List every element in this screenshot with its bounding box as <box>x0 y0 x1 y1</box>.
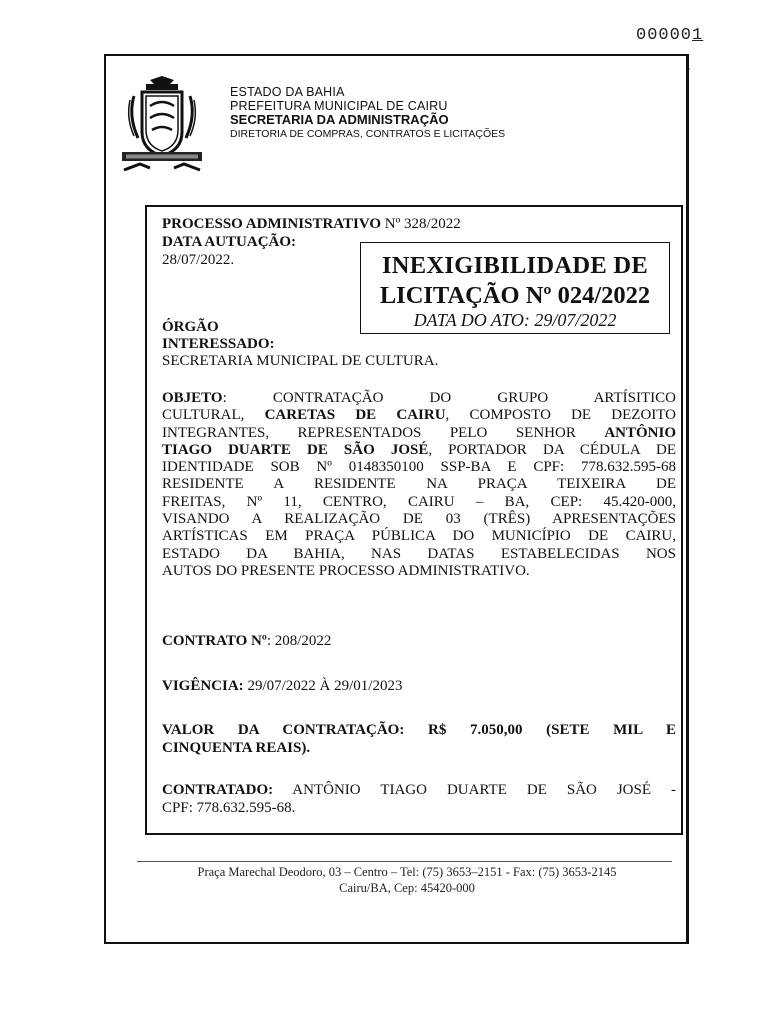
processo-label: PROCESSO ADMINISTRATIVO <box>162 216 382 232</box>
objeto-line-5: IDENTIDADE SOB Nº 0148350100 SSP-BA E CPF: 778.632.595-68 <box>162 459 676 476</box>
vigencia-label: VIGÊNCIA: <box>162 678 244 694</box>
data-autuacao-label: DATA AUTUAÇÃO: <box>162 234 297 250</box>
orgao-label-1: ÓRGÃO <box>162 319 219 335</box>
objeto-line-9: ARTÍSTICAS EM PRAÇA PÚBLICA DO MUNICÍPIO DE CAIRU, <box>162 528 676 545</box>
processo-value: Nº 328/2022 <box>384 216 461 232</box>
municipal-crest-icon <box>120 76 204 176</box>
footer-city: Cairu/BA, Cep: 45420-000 <box>339 881 475 895</box>
header-directorate: DIRETORIA DE COMPRAS, CONTRATOS E LICITAÇÕES <box>230 128 506 140</box>
page-number <box>636 26 703 45</box>
objeto-line-2: CULTURAL, CARETAS DE CAIRU, COMPOSTO DE DEZOITO <box>162 407 677 424</box>
orgao-label-2: INTERESSADO: <box>162 336 275 352</box>
footer-address: Praça Marechal Deodoro, 03 – Centro – Tel: (75) 3653–2151 - Fax: (75) 3653-2145 <box>197 865 617 879</box>
title-box <box>360 242 670 334</box>
contrato-line <box>162 632 331 650</box>
contrato-value: : 208/2022 <box>266 633 332 649</box>
contratado-line-1 <box>162 781 676 799</box>
letterhead <box>230 85 505 141</box>
objeto-line-4: TIAGO DUARTE DE SÃO JOSÉ, PORTADOR DA CÉDULA DE <box>162 441 676 458</box>
outer-frame-shadow <box>686 54 689 944</box>
orgao-value: SECRETARIA MUNICIPAL DE CULTURA. <box>162 353 439 369</box>
scan-mark: · <box>688 64 691 74</box>
objeto-line-3: INTEGRANTES, REPRESENTADOS PELO SENHOR ANTÔNIO <box>162 424 676 441</box>
objeto-block <box>162 390 676 580</box>
vigencia-line <box>162 677 402 695</box>
page-number-last-digit: 1 <box>692 26 704 45</box>
objeto-line-11: AUTOS DO PRESENTE PROCESSO ADMINISTRATIVO. <box>162 562 530 579</box>
title-line-1: INEXIGIBILIDADE DE <box>381 252 649 279</box>
contrato-label: CONTRATO Nº <box>162 633 267 649</box>
vigencia-value: 29/07/2022 À 29/01/2023 <box>247 678 403 694</box>
bold-phrase: CARETAS DE CAIRU <box>264 407 446 424</box>
footer-divider <box>137 861 672 862</box>
valor-line-2: CINQUENTA REAIS). <box>162 740 311 756</box>
header-secretariat: SECRETARIA DA ADMINISTRAÇÃO <box>230 112 449 127</box>
footer <box>137 864 677 896</box>
contratado-block <box>162 781 676 817</box>
objeto-line-10: ESTADO DA BAHIA, NAS DATAS ESTABELECIDAS NOS <box>162 545 676 562</box>
processo-line <box>162 215 461 233</box>
valor-line-1: VALOR DA CONTRATAÇÃO: R$ 7.050,00 (SETE MIL E <box>162 722 676 738</box>
header-state: ESTADO DA BAHIA <box>230 85 345 99</box>
contratado-label: CONTRATADO: <box>162 782 274 798</box>
bold-phrase: ANTÔNIO <box>604 424 676 441</box>
header-city-hall: PREFEITURA MUNICIPAL DE CAIRU <box>230 99 448 113</box>
objeto-line-7: FREITAS, Nº 11, CENTRO, CAIRU – BA, CEP: 45.420-000, <box>162 493 676 510</box>
contratado-value: ANTÔNIO TIAGO DUARTE DE SÃO JOSÉ - <box>292 782 676 798</box>
objeto-line-8: VISANDO A REALIZAÇÃO DE 03 (TRÊS) APRESENTAÇÕES <box>162 511 676 528</box>
title-line-2: LICITAÇÃO Nº 024/2022 <box>379 282 651 309</box>
objeto-line-6: RESIDENTE A RESIDENTE NA PRAÇA TEIXEIRA DE <box>162 476 676 493</box>
bold-phrase: TIAGO DUARTE DE SÃO JOSÉ <box>162 441 429 458</box>
contratado-line-2: CPF: 778.632.595-68. <box>162 800 296 816</box>
valor-block <box>162 721 676 757</box>
data-autuacao-value: 28/07/2022. <box>162 252 235 268</box>
title-date: DATA DO ATO: 29/07/2022 <box>413 310 617 330</box>
page-number-main: 00000 <box>636 26 693 45</box>
objeto-line-1: OBJETO: CONTRATAÇÃO DO GRUPO ARTÍSITICO <box>162 390 676 406</box>
objeto-label: OBJETO <box>162 390 223 406</box>
